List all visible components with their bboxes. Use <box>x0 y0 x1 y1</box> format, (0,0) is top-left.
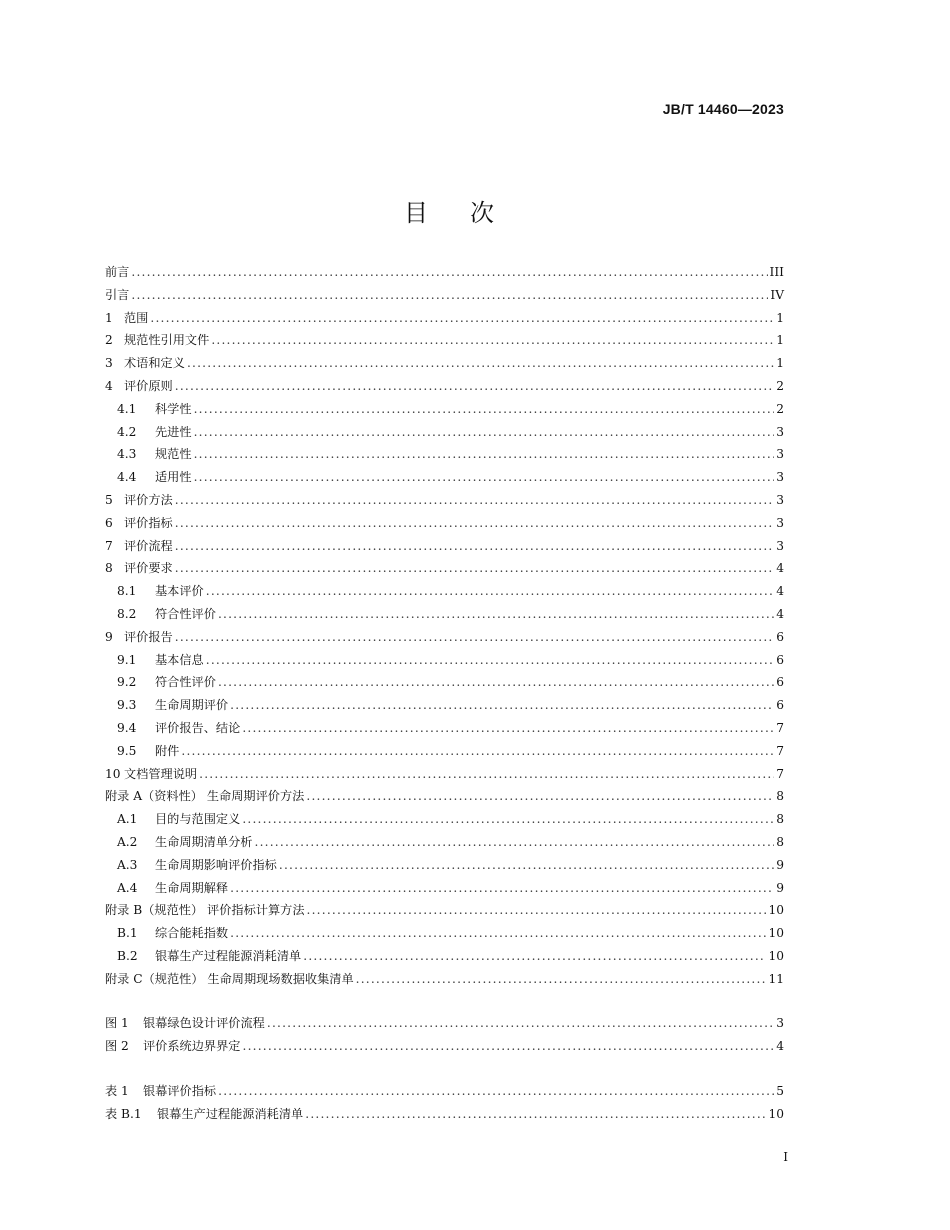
toc-entry-title: 生命周期解释 <box>155 880 229 895</box>
toc-entry[interactable] <box>105 582 784 605</box>
toc-entry[interactable] <box>105 696 784 719</box>
page-number: I <box>783 1150 788 1164</box>
dot-leader <box>242 812 774 826</box>
toc-entry-title: 基本评价 <box>155 584 204 599</box>
dot-leader <box>206 584 774 598</box>
toc-entry[interactable] <box>105 423 784 446</box>
toc-entry-page: III <box>769 265 784 279</box>
toc-entry[interactable] <box>105 263 784 286</box>
toc-entry-page: 3 <box>776 470 784 485</box>
toc-entry-page: 1 <box>776 333 784 348</box>
toc-entry-page: 3 <box>776 447 784 462</box>
toc-entry-page: 8 <box>776 834 784 849</box>
toc-entry[interactable] <box>105 559 784 582</box>
toc-entry-title: 先进性 <box>155 424 192 439</box>
toc-entry-number: 9.1 <box>117 652 137 667</box>
toc-entry-title: 评价报告 <box>124 629 173 644</box>
toc-entry[interactable] <box>105 309 784 332</box>
toc-entry-page: 11 <box>768 971 784 986</box>
dot-leader <box>206 653 774 667</box>
toc-entry-number: 9.5 <box>117 743 137 758</box>
list-of-figures <box>105 1014 784 1060</box>
toc-entry-page: 3 <box>776 492 784 507</box>
toc-entry[interactable] <box>105 742 784 765</box>
toc-entry-title: 附录 B（规范性） 评价指标计算方法 <box>105 903 305 918</box>
dot-leader <box>243 1039 775 1053</box>
toc-entry-title: 符合性评价 <box>155 675 216 690</box>
toc-entry-page: 7 <box>776 743 784 758</box>
toc-entry[interactable] <box>105 628 784 651</box>
toc-entry-page: 6 <box>776 698 784 713</box>
toc-entry-title: 综合能耗指数 <box>155 926 229 941</box>
toc-entry-title: 规范性 <box>155 447 192 462</box>
dot-leader <box>306 789 774 803</box>
dot-leader <box>187 356 774 370</box>
dot-leader <box>279 858 774 872</box>
toc-entry-page: 4 <box>776 1038 784 1053</box>
toc-entry-number: 8.1 <box>117 584 137 599</box>
toc-entry-page: 3 <box>776 424 784 439</box>
toc-entry-number: 9 <box>105 629 113 644</box>
toc-entry[interactable] <box>105 901 784 924</box>
toc-entry[interactable] <box>105 833 784 856</box>
toc-entry[interactable] <box>105 445 784 468</box>
toc-entry-page: 10 <box>768 926 784 941</box>
toc-entry-title: 基本信息 <box>155 652 204 667</box>
toc-entry-page: 6 <box>776 675 784 690</box>
toc-entry-title: 附录 C（规范性） 生命周期现场数据收集清单 <box>105 971 354 986</box>
toc-entry-page: 9 <box>776 880 784 895</box>
toc-entry-title: 生命周期清单分析 <box>155 834 253 849</box>
toc-entry-page: 8 <box>776 812 784 827</box>
toc-entry[interactable] <box>105 810 784 833</box>
toc-entry-number: 8 <box>105 561 113 576</box>
toc-entry-number: 6 <box>105 515 113 530</box>
dot-leader <box>255 835 775 849</box>
dot-leader <box>194 447 775 461</box>
toc-entry-number: 图 2 <box>105 1038 129 1053</box>
list-of-tables <box>105 1082 784 1128</box>
dot-leader <box>218 1084 774 1098</box>
toc-entry-page: 6 <box>776 629 784 644</box>
toc-entry-page: 3 <box>776 538 784 553</box>
toc-entry-number: 5 <box>105 492 113 507</box>
toc-entry-number: 4.3 <box>117 447 137 462</box>
toc-entry-title: 文档管理说明 <box>124 766 198 781</box>
toc-entry-page: 9 <box>776 857 784 872</box>
toc-entry[interactable] <box>105 924 784 947</box>
toc-entry-title: 附录 A（资料性） 生命周期评价方法 <box>105 789 305 804</box>
page-title <box>0 193 900 228</box>
toc-entry-number: 3 <box>105 356 113 371</box>
toc-entry-number: 4.4 <box>117 470 137 485</box>
dot-leader <box>175 539 774 553</box>
toc-entry-page: 3 <box>776 515 784 530</box>
toc-entry-title: 评价原则 <box>124 378 173 393</box>
toc-entry-number: A.3 <box>117 857 138 872</box>
toc-entry-page: 6 <box>776 652 784 667</box>
toc-entry-number: 8.2 <box>117 606 137 621</box>
toc-entry-page: 5 <box>776 1084 784 1098</box>
dot-leader <box>305 1107 766 1121</box>
dot-leader <box>175 516 774 530</box>
toc-entry-title: 银幕生产过程能源消耗清单 <box>155 948 302 963</box>
toc-entry-number: 4.1 <box>117 401 137 416</box>
toc-entry-page: 2 <box>776 378 784 393</box>
toc-entry-title: 术语和定义 <box>124 356 185 371</box>
title-char-2: 次 <box>470 199 496 227</box>
dot-leader <box>150 311 774 325</box>
toc-entry-title: 评价指标 <box>124 515 173 530</box>
toc-entry-number: 4.2 <box>117 424 137 439</box>
toc-entry[interactable] <box>105 947 784 970</box>
toc-entry-number: A.4 <box>117 880 138 895</box>
toc-entry-number: 表 B.1 <box>105 1106 142 1121</box>
toc-entry-title: 前言 <box>105 265 130 279</box>
toc-entry-page: 3 <box>776 1016 784 1030</box>
toc-entry[interactable] <box>105 787 784 810</box>
dot-leader <box>131 288 768 302</box>
dot-leader <box>181 744 774 758</box>
toc-entry[interactable] <box>105 491 784 514</box>
toc-entry[interactable] <box>105 970 784 993</box>
toc-entry-number: A.2 <box>117 834 138 849</box>
toc-entry-number: 10 <box>105 766 121 781</box>
toc-entry-title: 范围 <box>124 310 149 325</box>
toc-entry[interactable] <box>105 651 784 674</box>
dot-leader <box>218 607 774 621</box>
toc-entry-page: IV <box>770 287 784 302</box>
toc-entry[interactable] <box>105 286 784 309</box>
toc-entry-page: 2 <box>776 401 784 416</box>
toc-entry-number: A.1 <box>117 812 138 827</box>
toc-entry-number: 2 <box>105 333 113 348</box>
toc-entry-number: 图 1 <box>105 1016 129 1030</box>
toc-entry-number: 9.3 <box>117 698 137 713</box>
dot-leader <box>242 721 774 735</box>
dot-leader <box>194 425 775 439</box>
dot-leader <box>356 972 767 986</box>
toc-entry-title: 规范性引用文件 <box>124 333 210 348</box>
table-of-contents <box>105 263 784 993</box>
toc-entry-page: 8 <box>776 789 784 804</box>
toc-entry-title: 目的与范围定义 <box>155 812 241 827</box>
toc-entry[interactable] <box>105 856 784 879</box>
toc-entry-page: 1 <box>776 310 784 325</box>
toc-entry-page: 10 <box>768 948 784 963</box>
toc-entry-page: 4 <box>776 606 784 621</box>
toc-entry-number: 9.4 <box>117 720 137 735</box>
toc-entry-title: 附件 <box>155 743 180 758</box>
dot-leader <box>211 333 774 347</box>
toc-entry-title: 评价要求 <box>124 561 173 576</box>
toc-entry[interactable] <box>105 377 784 400</box>
toc-entry[interactable] <box>105 514 784 537</box>
dot-leader <box>175 493 774 507</box>
toc-entry-title: 银幕评价指标 <box>143 1084 217 1098</box>
toc-entry-title: 银幕绿色设计评价流程 <box>143 1016 265 1030</box>
dot-leader <box>230 881 774 895</box>
toc-entry-page: 10 <box>768 903 784 918</box>
toc-entry-title: 评价方法 <box>124 492 173 507</box>
toc-entry[interactable] <box>105 1082 784 1105</box>
toc-entry-number: B.1 <box>117 926 138 941</box>
toc-entry[interactable] <box>105 1014 784 1037</box>
toc-entry-title: 评价系统边界界定 <box>143 1038 241 1053</box>
dot-leader <box>267 1016 774 1030</box>
toc-entry[interactable] <box>105 673 784 696</box>
dot-leader <box>175 379 774 393</box>
toc-entry-page: 4 <box>776 584 784 599</box>
dot-leader <box>218 675 774 689</box>
toc-entry-number: B.2 <box>117 948 138 963</box>
toc-entry-page: 10 <box>768 1106 784 1121</box>
dot-leader <box>230 926 766 940</box>
toc-entry[interactable] <box>105 331 784 354</box>
toc-entry-page: 1 <box>776 356 784 371</box>
toc-entry[interactable] <box>105 1105 784 1128</box>
toc-entry[interactable] <box>105 1037 784 1060</box>
toc-entry-page: 7 <box>776 766 784 781</box>
toc-entry-title: 银幕生产过程能源消耗清单 <box>157 1106 304 1121</box>
toc-entry-title: 引言 <box>105 287 130 302</box>
dot-leader <box>131 265 767 279</box>
dot-leader <box>175 561 774 575</box>
toc-entry[interactable] <box>105 400 784 423</box>
toc-entry[interactable] <box>105 468 784 491</box>
toc-entry-title: 生命周期影响评价指标 <box>155 857 277 872</box>
dot-leader <box>175 630 774 644</box>
toc-entry-number: 表 1 <box>105 1084 129 1098</box>
toc-entry[interactable] <box>105 765 784 788</box>
dot-leader <box>230 698 774 712</box>
toc-entry[interactable] <box>105 879 784 902</box>
toc-entry[interactable] <box>105 719 784 742</box>
toc-entry-title: 适用性 <box>155 470 192 485</box>
toc-entry[interactable] <box>105 354 784 377</box>
dot-leader <box>307 903 767 917</box>
dot-leader <box>194 470 775 484</box>
toc-entry-number: 1 <box>105 310 113 325</box>
toc-entry[interactable] <box>105 605 784 628</box>
toc-entry[interactable] <box>105 537 784 560</box>
toc-entry-number: 9.2 <box>117 675 137 690</box>
standard-code: JB/T 14460—2023 <box>662 101 784 117</box>
dot-leader <box>194 402 775 416</box>
toc-entry-page: 4 <box>776 561 784 576</box>
title-char-1: 目 <box>404 199 430 227</box>
toc-entry-title: 符合性评价 <box>155 606 216 621</box>
dot-leader <box>199 767 774 781</box>
toc-entry-title: 科学性 <box>155 401 192 416</box>
dot-leader <box>303 949 766 963</box>
toc-entry-title: 评价流程 <box>124 538 173 553</box>
toc-entry-number: 4 <box>105 378 113 393</box>
toc-entry-title: 评价报告、结论 <box>155 720 241 735</box>
toc-entry-page: 7 <box>776 720 784 735</box>
toc-entry-number: 7 <box>105 538 113 553</box>
toc-entry-title: 生命周期评价 <box>155 698 229 713</box>
